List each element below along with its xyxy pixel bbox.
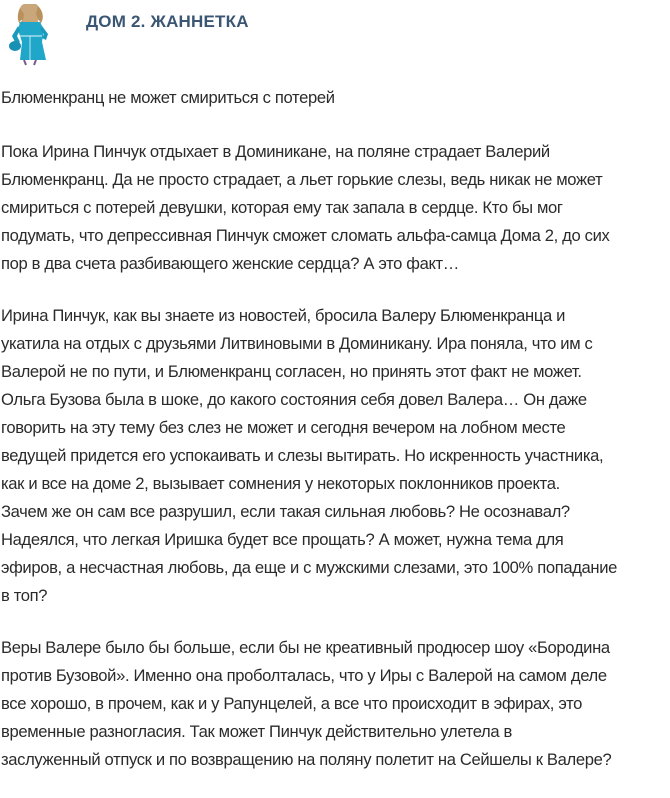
text-line: ведущей придется его успокаивать и слезы вытирать. Но искренность участника, (1, 446, 604, 465)
text-line: против Бузовой». Именно она проболталась, что у Иры с Валерой на самом деле (1, 666, 607, 685)
text-line: заслуженный отпуск и по возвращению на поляну полетит на Сейшелы к Валере? (1, 750, 612, 769)
article-headline: Блюменкранц не может смириться с потерей (1, 88, 335, 107)
text-line: эфиров, а несчастная любовь, да еще и с мужскими слезами, это 100% попадание (1, 558, 618, 577)
text-line: Пока Ирина Пинчук отдыхает в Доминикане, на поляне страдает Валерий (1, 142, 550, 161)
text-line: говорить на эту тему без слез не может и сегодня вечером на лобном месте (1, 418, 566, 437)
article-paragraph-1 (1, 138, 669, 278)
avatar-image[interactable] (6, 2, 58, 66)
text-line: Ирина Пинчук, как вы знаете из новостей, бросила Валеру Блюменкранца и (1, 306, 566, 325)
page-header (0, 0, 670, 70)
avatar-woman-icon (6, 2, 58, 66)
text-line: смириться с потерей девушки, которая ему так запала в сердце. Кто бы мог (1, 198, 563, 217)
text-line: временные разногласия. Так может Пинчук действительно улетела в (1, 722, 512, 741)
article-paragraph-3 (1, 634, 669, 774)
text-line: Ольга Бузова была в шоке, до какого состояния себя довел Валера… Он даже (1, 390, 587, 409)
site-title[interactable]: ДОМ 2. ЖАННЕТКА (86, 12, 249, 31)
text-line: в топ? (1, 586, 48, 605)
article-paragraph-2 (1, 302, 669, 610)
text-line: пор в два счета разбивающего женские сердца? А это факт… (1, 254, 460, 273)
text-line: Блюменкранц. Да не просто страдает, а льет горькие слезы, ведь никак не может (1, 170, 603, 189)
text-line: укатила на отдых с друзьями Литвиновыми в Доминикану. Ира поняла, что им с (1, 334, 593, 353)
article-body (1, 84, 669, 798)
text-line: Надеялся, что легкая Иришка будет все прощать? А может, нужна тема для (1, 530, 564, 549)
text-line: подумать, что депрессивная Пинчук сможет сломать альфа-самца Дома 2, до сих (1, 226, 610, 245)
text-line: Зачем же он сам все разрушил, если такая сильная любовь? Не осознавал? (1, 502, 570, 521)
text-line: как и все на доме 2, вызывает сомнения у некоторых поклонников проекта. (1, 474, 560, 493)
text-line: Валерой не по пути, и Блюменкранц согласен, но принять этот факт не может. (1, 362, 582, 381)
text-line: все хорошо, в прочем, как и у Рапунцелей, а все что происходит в эфирах, это (1, 694, 583, 713)
text-line: Веры Валере было бы больше, если бы не креативный продюсер шоу «Бородина (1, 638, 610, 657)
